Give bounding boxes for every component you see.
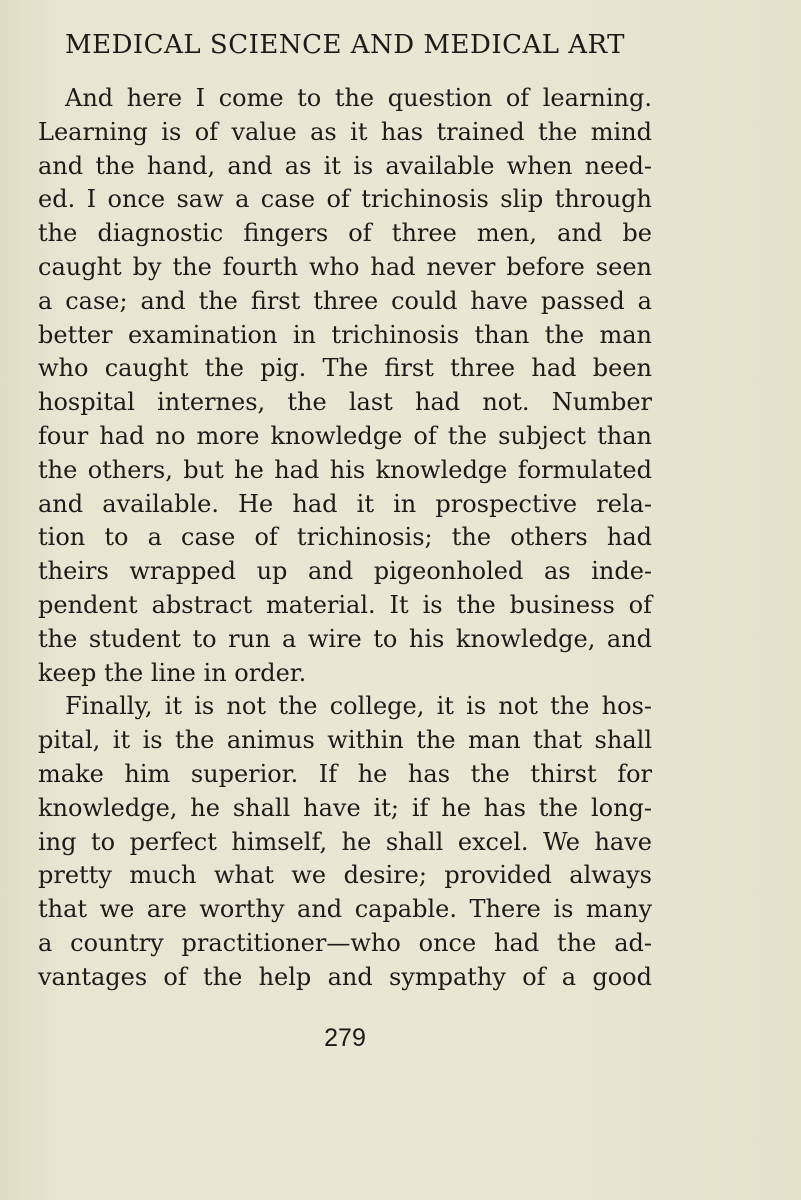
text-line: knowledge, he shall have it; if he has the long- [38,793,652,822]
text-line: that we are worthy and capable. There is many [38,895,652,924]
text-line: better examination in trichinosis than the man [38,320,652,349]
text-line: pendent abstract material. It is the business of [38,590,652,619]
text-line: ing to perfect himself, he shall excel. We have [38,827,652,856]
text-line: the others, but he had his knowledge formulated [38,455,652,484]
text-line: pretty much what we desire; provided always [38,861,652,890]
text-line: the diagnostic fingers of three men, and be [38,219,652,248]
text-line: And here I come to the question of learning. [65,84,652,112]
text-line: the student to run a wire to his knowledge, and [38,624,652,653]
running-head: MEDICAL SCIENCE AND MEDICAL ART [64,30,626,60]
text-line: vantages of the help and sympathy of a good [38,962,652,991]
text-line: Finally, it is not the college, it is not the hos- [65,692,652,721]
text-line: and the hand, and as it is available when need- [38,151,652,180]
text-line: hospital internes, the last had not. Number [38,388,652,417]
text-line: tion to a case of trichinosis; the others had [38,523,652,552]
text-line: caught by the fourth who had never before seen [38,252,652,281]
text-line: and available. He had it in prospective rela- [38,489,652,518]
paragraph-2 [38,690,652,994]
page-number: 279 [324,1024,366,1052]
text-line: ed. I once saw a case of trichinosis slip through [38,185,652,214]
text-line: make him superior. If he has the thirst for [38,759,652,788]
text-line: who caught the pig. The first three had been [38,354,652,383]
text-line: keep the line in order. [38,658,307,687]
text-line: pital, it is the animus within the man that shall [38,726,652,755]
text-line: Learning is of value as it has trained the mind [38,117,652,146]
paragraph-1 [38,82,652,690]
text-line: a country practitioner—who once had the ad- [38,928,652,957]
body-text [38,82,652,995]
text-line: four had no more knowledge of the subject than [38,421,652,450]
text-line: theirs wrapped up and pigeonholed as inde- [38,557,652,586]
text-line: a case; and the first three could have passed a [38,286,652,315]
